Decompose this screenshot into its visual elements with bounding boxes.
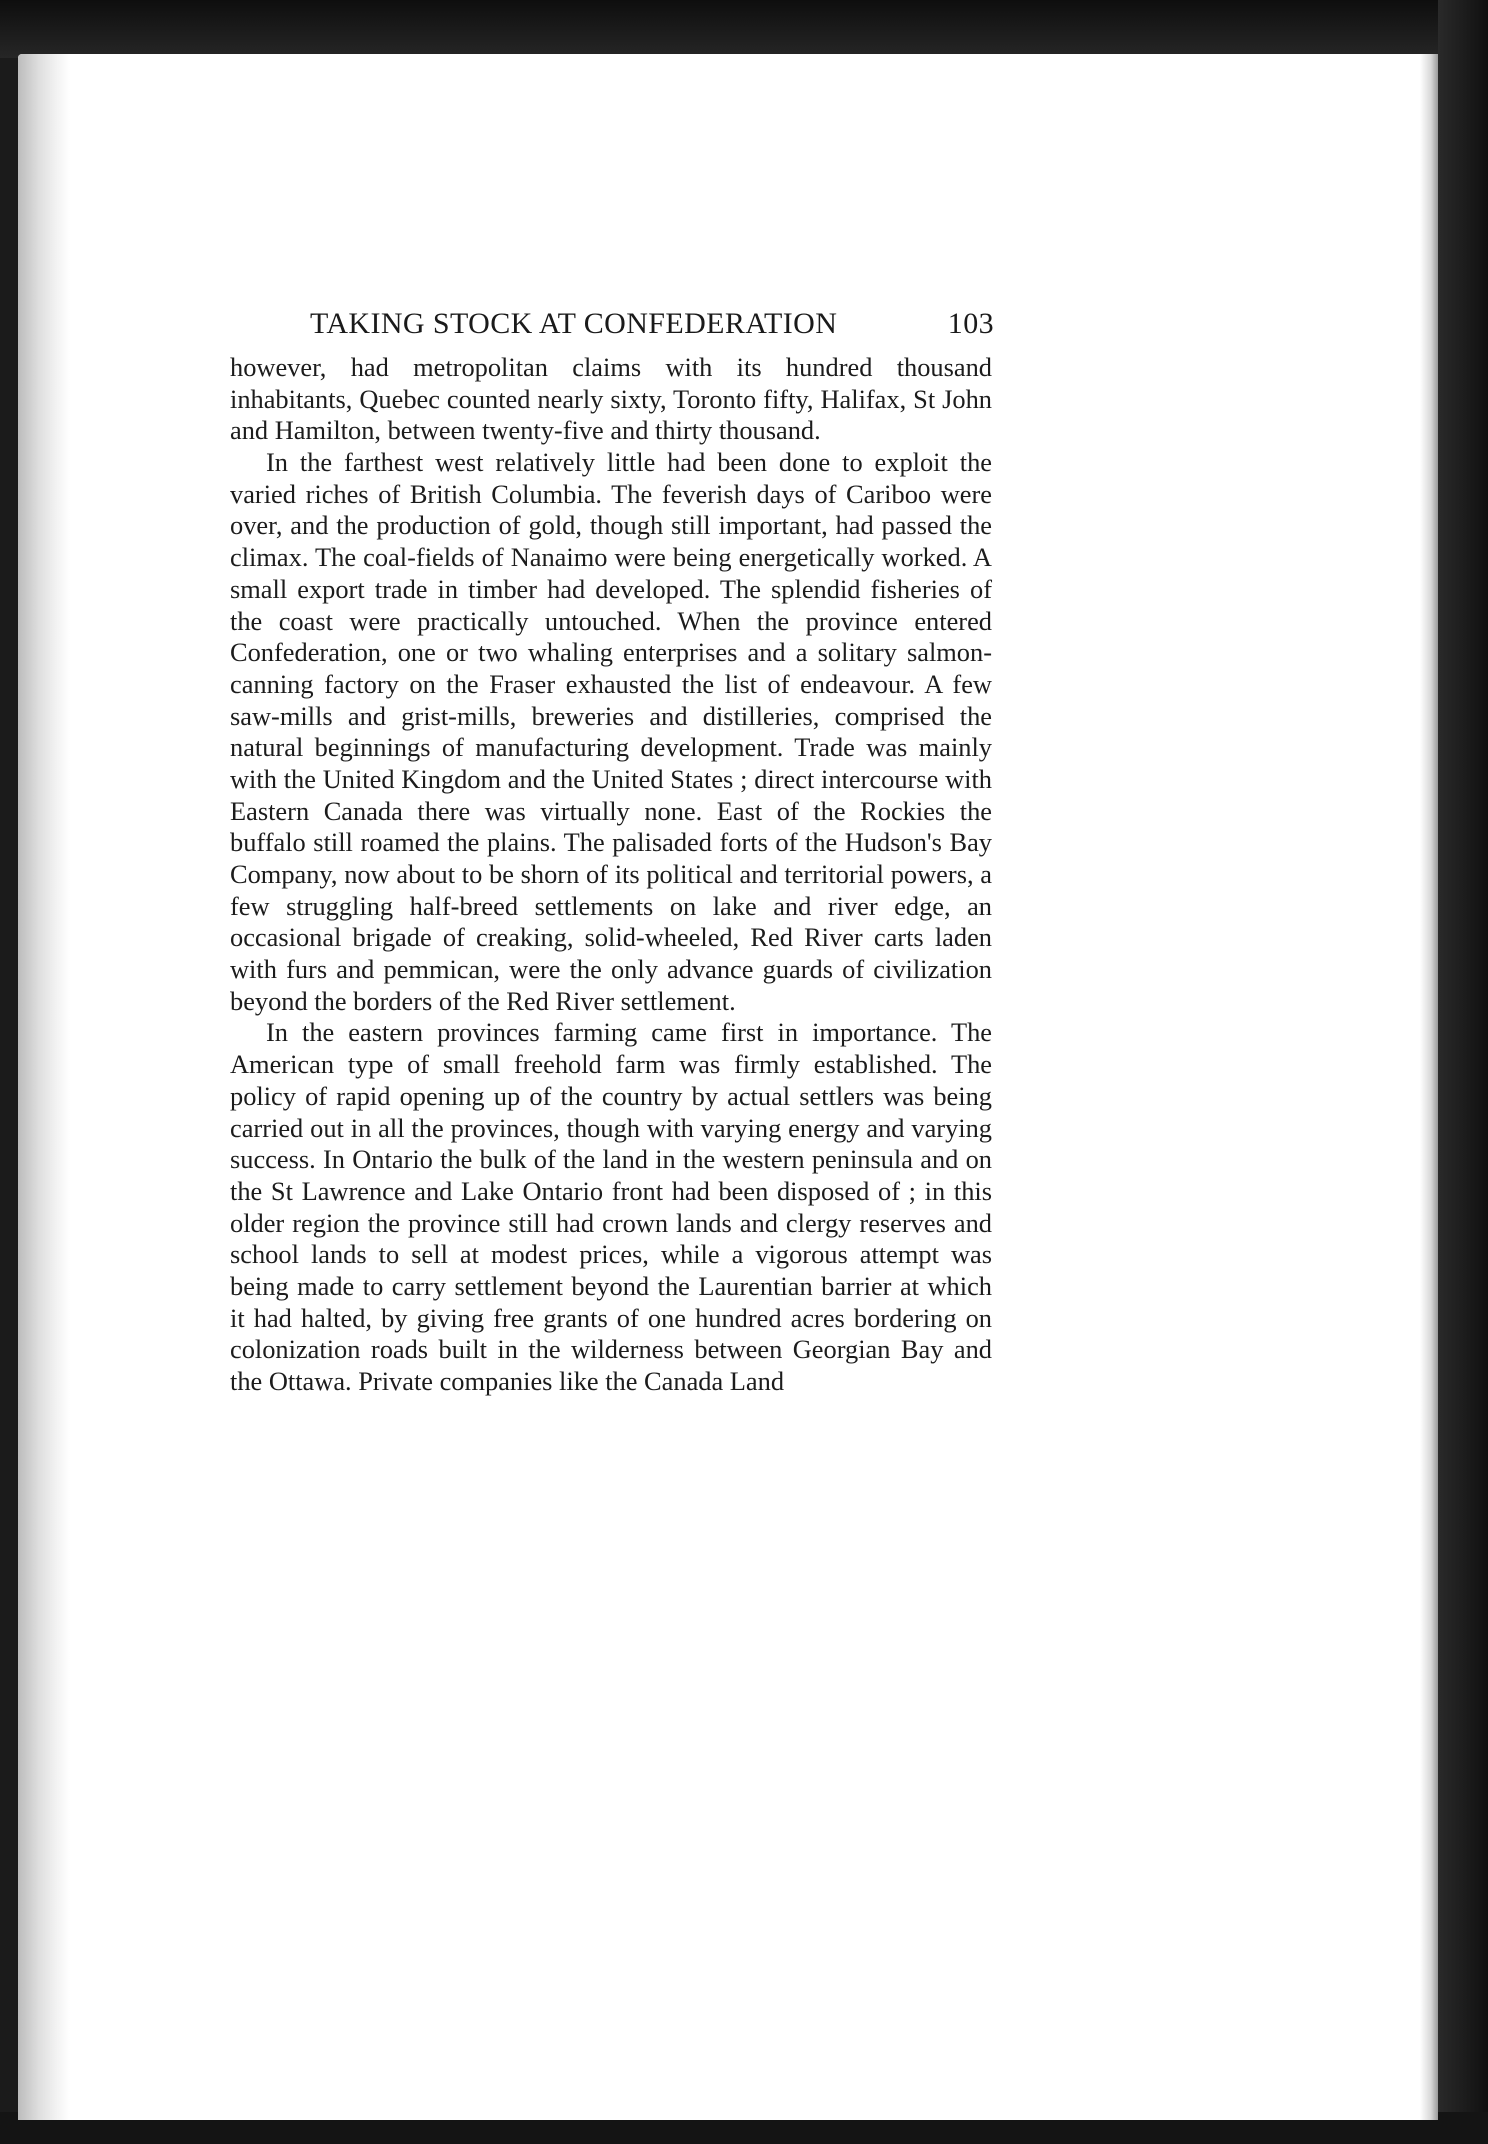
- paragraph-continued: however, had metropolitan claims with its hundred thousand inhabitants, Quebec counted nearly sixty, Toronto fifty, Halifax, St John and Hamilton, between twenty-five and thirty thousand.: [230, 352, 992, 446]
- paragraph-eastern-provinces: In the eastern provinces farming came first in importance. The American type of small freehold farm was firmly established. The policy of rapid opening up of the country by actual settlers was being carried out in all the provinces, though with varying energy and varying success. In Ontario the bulk of the land in the western peninsula and on the St Lawrence and Lake Ontario front had been disposed of ; in this older region the province still had crown lands and clergy reserves and school lands to sell at modest prices, while a vigorous attempt was being made to carry settlement beyond the Laurentian barrier at which it had halted, by giving free grants of one hundred acres bordering on colonization roads built in the wilderness between Georgian Bay and the Ottawa. Private companies like the Canada Land: [230, 1017, 992, 1396]
- scan-background-right: [1438, 0, 1488, 2144]
- paragraph-british-columbia: In the farthest west relatively little had been done to exploit the varied riches of British Columbia. The feverish days of Cariboo were over, and the production of gold, though still important, had passed the climax. The coal-fields of Nanaimo were being energetically worked. A small export trade in timber had developed. The splendid fisheries of the coast were practically untouched. When the province entered Confederation, one or two whaling enterprises and a solitary salmon-canning factory on the Fraser exhausted the list of endeavour. A few saw-mills and grist-mills, breweries and distilleries, comprised the natural beginnings of manufacturing development. Trade was mainly with the United Kingdom and the United States ; direct intercourse with Eastern Canada there was virtually none. East of the Rockies the buffalo still roamed the plains. The palisaded forts of the Hudson's Bay Company, now about to be shorn of its political and territorial powers, a few struggling half-breed settlements on lake and river edge, an occasional brigade of creaking, solid-wheeled, Red River carts laden with furs and pemmican, were the only advance guards of civilization beyond the borders of the Red River settlement.: [230, 447, 992, 1016]
- body-text: [230, 352, 992, 1398]
- running-head-title: TAKING STOCK AT CONFEDERATION: [310, 307, 838, 340]
- page-edge-shadow: [1420, 54, 1438, 2120]
- running-head: [310, 304, 994, 344]
- scan-background-top: [0, 0, 1488, 58]
- page-gutter-shadow: [18, 54, 70, 2120]
- page-number: 103: [947, 307, 994, 340]
